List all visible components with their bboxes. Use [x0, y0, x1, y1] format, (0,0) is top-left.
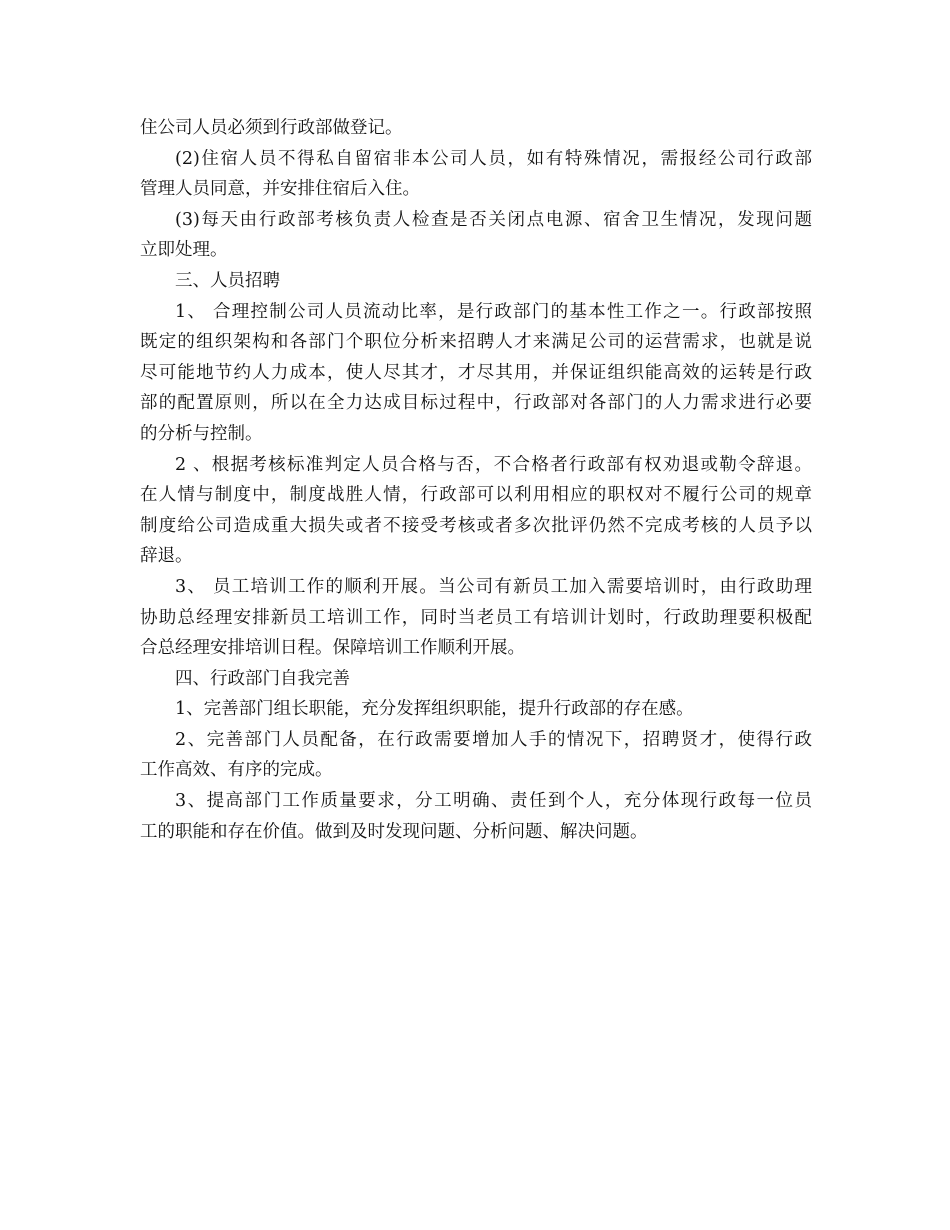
- text-line: 既定的组织架构和各部门个职位分析来招聘人才来满足公司的运营需求，也就是说: [140, 332, 812, 353]
- text-line: 的分析与控制。: [140, 423, 263, 444]
- text-line: 1、完善部门组长职能，充分发挥组织职能，提升行政部的存在感。: [175, 699, 694, 720]
- text-line: 制度给公司造成重大损失或者不接受考核或者多次批评仍然不完成考核的人员予以: [140, 515, 812, 536]
- text-line: 管理人员同意，并安排住宿后入住。: [140, 179, 420, 200]
- text-line: (3)每天由行政部考核负责人检查是否关闭点电源、宿舍卫生情况，发现问题: [175, 209, 812, 230]
- text-line: 立即处理。: [140, 240, 228, 261]
- text-line: 工作高效、有序的完成。: [140, 760, 333, 781]
- text-line: 辞退。: [140, 546, 193, 567]
- text-line: 三、人员招聘: [175, 270, 280, 291]
- document-body: [140, 113, 812, 847]
- text-line: 2 、根据考核标准判定人员合格与否，不合格者行政部有权劝退或勒令辞退。: [175, 454, 812, 475]
- text-line: 3、提高部门工作质量要求，分工明确、责任到个人，充分体现行政每一位员: [175, 791, 812, 812]
- text-line: (2)住宿人员不得私自留宿非本公司人员，如有特殊情况，需报经公司行政部: [175, 148, 812, 169]
- text-line: 2、完善部门人员配备，在行政需要增加人手的情况下，招聘贤才，使得行政: [175, 729, 812, 750]
- text-line: 3、 员工培训工作的顺利开展。当公司有新员工加入需要培训时，由行政助理: [175, 576, 812, 597]
- text-line: 住公司人员必须到行政部做登记。: [140, 118, 403, 138]
- text-line: 1、 合理控制公司人员流动比率，是行政部门的基本性工作之一。行政部按照: [175, 301, 812, 322]
- text-line: 部的配置原则，所以在全力达成目标过程中，行政部对各部门的人力需求进行必要: [140, 393, 812, 414]
- text-line: 工的职能和存在价值。做到及时发现问题、分析问题、解决问题。: [140, 821, 648, 842]
- text-line: 协助总经理安排新员工培训工作，同时当老员工有培训计划时，行政助理要积极配: [140, 607, 812, 628]
- text-line: 在人情与制度中，制度战胜人情，行政部可以利用相应的职权对不履行公司的规章: [140, 485, 812, 506]
- text-line: 尽可能地节约人力成本，使人尽其才，才尽其用，并保证组织能高效的运转是行政: [140, 362, 812, 383]
- text-line: 合总经理安排培训日程。保障培训工作顺利开展。: [140, 638, 525, 659]
- text-line: 四、行政部门自我完善: [175, 668, 350, 689]
